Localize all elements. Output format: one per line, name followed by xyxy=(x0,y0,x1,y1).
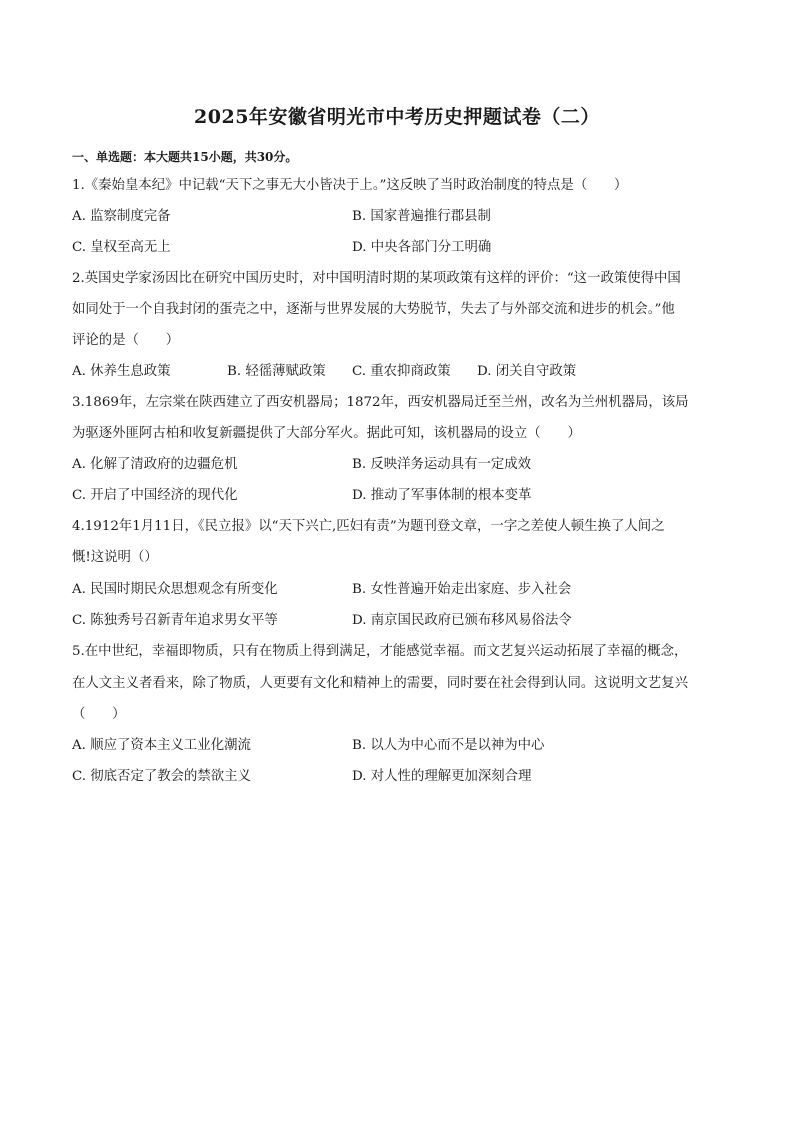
question-3-option-d: D. 推动了军事体制的根本变革 xyxy=(352,488,532,503)
question-2-text-line-3: 评论的是（ ） xyxy=(72,333,180,348)
question-1-option-b: B. 国家普遍推行郡县制 xyxy=(352,209,491,224)
question-1-text: 1.《秦始皇本纪》中记载“天下之事无大小皆决于上。”这反映了当时政治制度的特点是（ ） xyxy=(72,178,628,193)
question-1-option-d: D. 中央各部门分工明确 xyxy=(352,240,492,255)
question-4-option-c: C. 陈独秀号召新青年追求男女平等 xyxy=(72,613,278,628)
question-4-text-line-1: 4.1912年1月11日，《民立报》以“天下兴亡,匹妇有责”为题刊登文章，一字之差使人顿生换了人间之 xyxy=(72,519,665,534)
question-4-option-b: B. 女性普遍开始走出家庭、步入社会 xyxy=(352,582,572,597)
question-3-text-line-1: 3.1869年，左宗棠在陕西建立了西安机器局；1872年，西安机器局迁至兰州，改名为兰州机器局，该局 xyxy=(72,395,689,410)
question-1-option-a: A. 监察制度完备 xyxy=(72,209,171,224)
question-3-text-line-2: 为驱逐外匪阿古柏和收复新疆提供了大部分军火。据此可知，该机器局的设立（ ） xyxy=(72,426,581,441)
question-2-text-line-2: 如同处于一个自我封闭的蛋壳之中，逐渐与世界发展的大势脱节，失去了与外部交流和进步的机会。”他 xyxy=(72,302,675,317)
question-5-option-a: A. 顺应了资本主义工业化潮流 xyxy=(72,738,251,753)
question-3-option-a: A. 化解了清政府的边疆危机 xyxy=(72,457,238,472)
question-5-option-c: C. 彻底否定了教会的禁欲主义 xyxy=(72,769,251,784)
question-4-option-d: D. 南京国民政府已颁布移风易俗法令 xyxy=(352,613,572,628)
question-2-option-a: A. 休养生息政策 xyxy=(72,364,171,379)
question-2-option-d: D. 闭关自守政策 xyxy=(477,364,577,379)
question-4-text-line-2: 慨!这说明（） xyxy=(72,550,158,565)
question-2-option-c: C. 重农抑商政策 xyxy=(352,364,451,379)
question-3-option-c: C. 开启了中国经济的现代化 xyxy=(72,488,238,503)
question-5-text-line-1: 5.在中世纪，幸福即物质，只有在物质上得到满足，才能感觉幸福。而文艺复兴运动拓展了幸福的概念， xyxy=(72,644,688,659)
question-3-option-b: B. 反映洋务运动具有一定成效 xyxy=(352,457,532,472)
question-2-text-line-1: 2.英国史学家汤因比在研究中国历史时，对中国明清时期的某项政策有这样的评价：“这一政策使得中国 xyxy=(72,271,681,286)
question-1-option-c: C. 皇权至高无上 xyxy=(72,240,171,255)
question-5-text-line-3: （ ） xyxy=(72,707,126,722)
question-5-option-d: D. 对人性的理解更加深刻合理 xyxy=(352,769,532,784)
question-2-option-b: B. 轻徭薄赋政策 xyxy=(227,364,326,379)
question-5-text-line-2: 在人文主义者看来，除了物质，人更要有文化和精神上的需要，同时要在社会得到认同。这说明文艺复兴 xyxy=(72,676,688,691)
question-5-option-b: B. 以人为中心而不是以神为中心 xyxy=(352,738,545,753)
question-4-option-a: A. 民国时期民众思想观念有所变化 xyxy=(72,582,278,597)
exam-title: 2025年安徽省明光市中考历史押题试卷（二） xyxy=(194,106,600,128)
section-heading: 一、单选题：本大题共15小题，共30分。 xyxy=(72,150,298,164)
